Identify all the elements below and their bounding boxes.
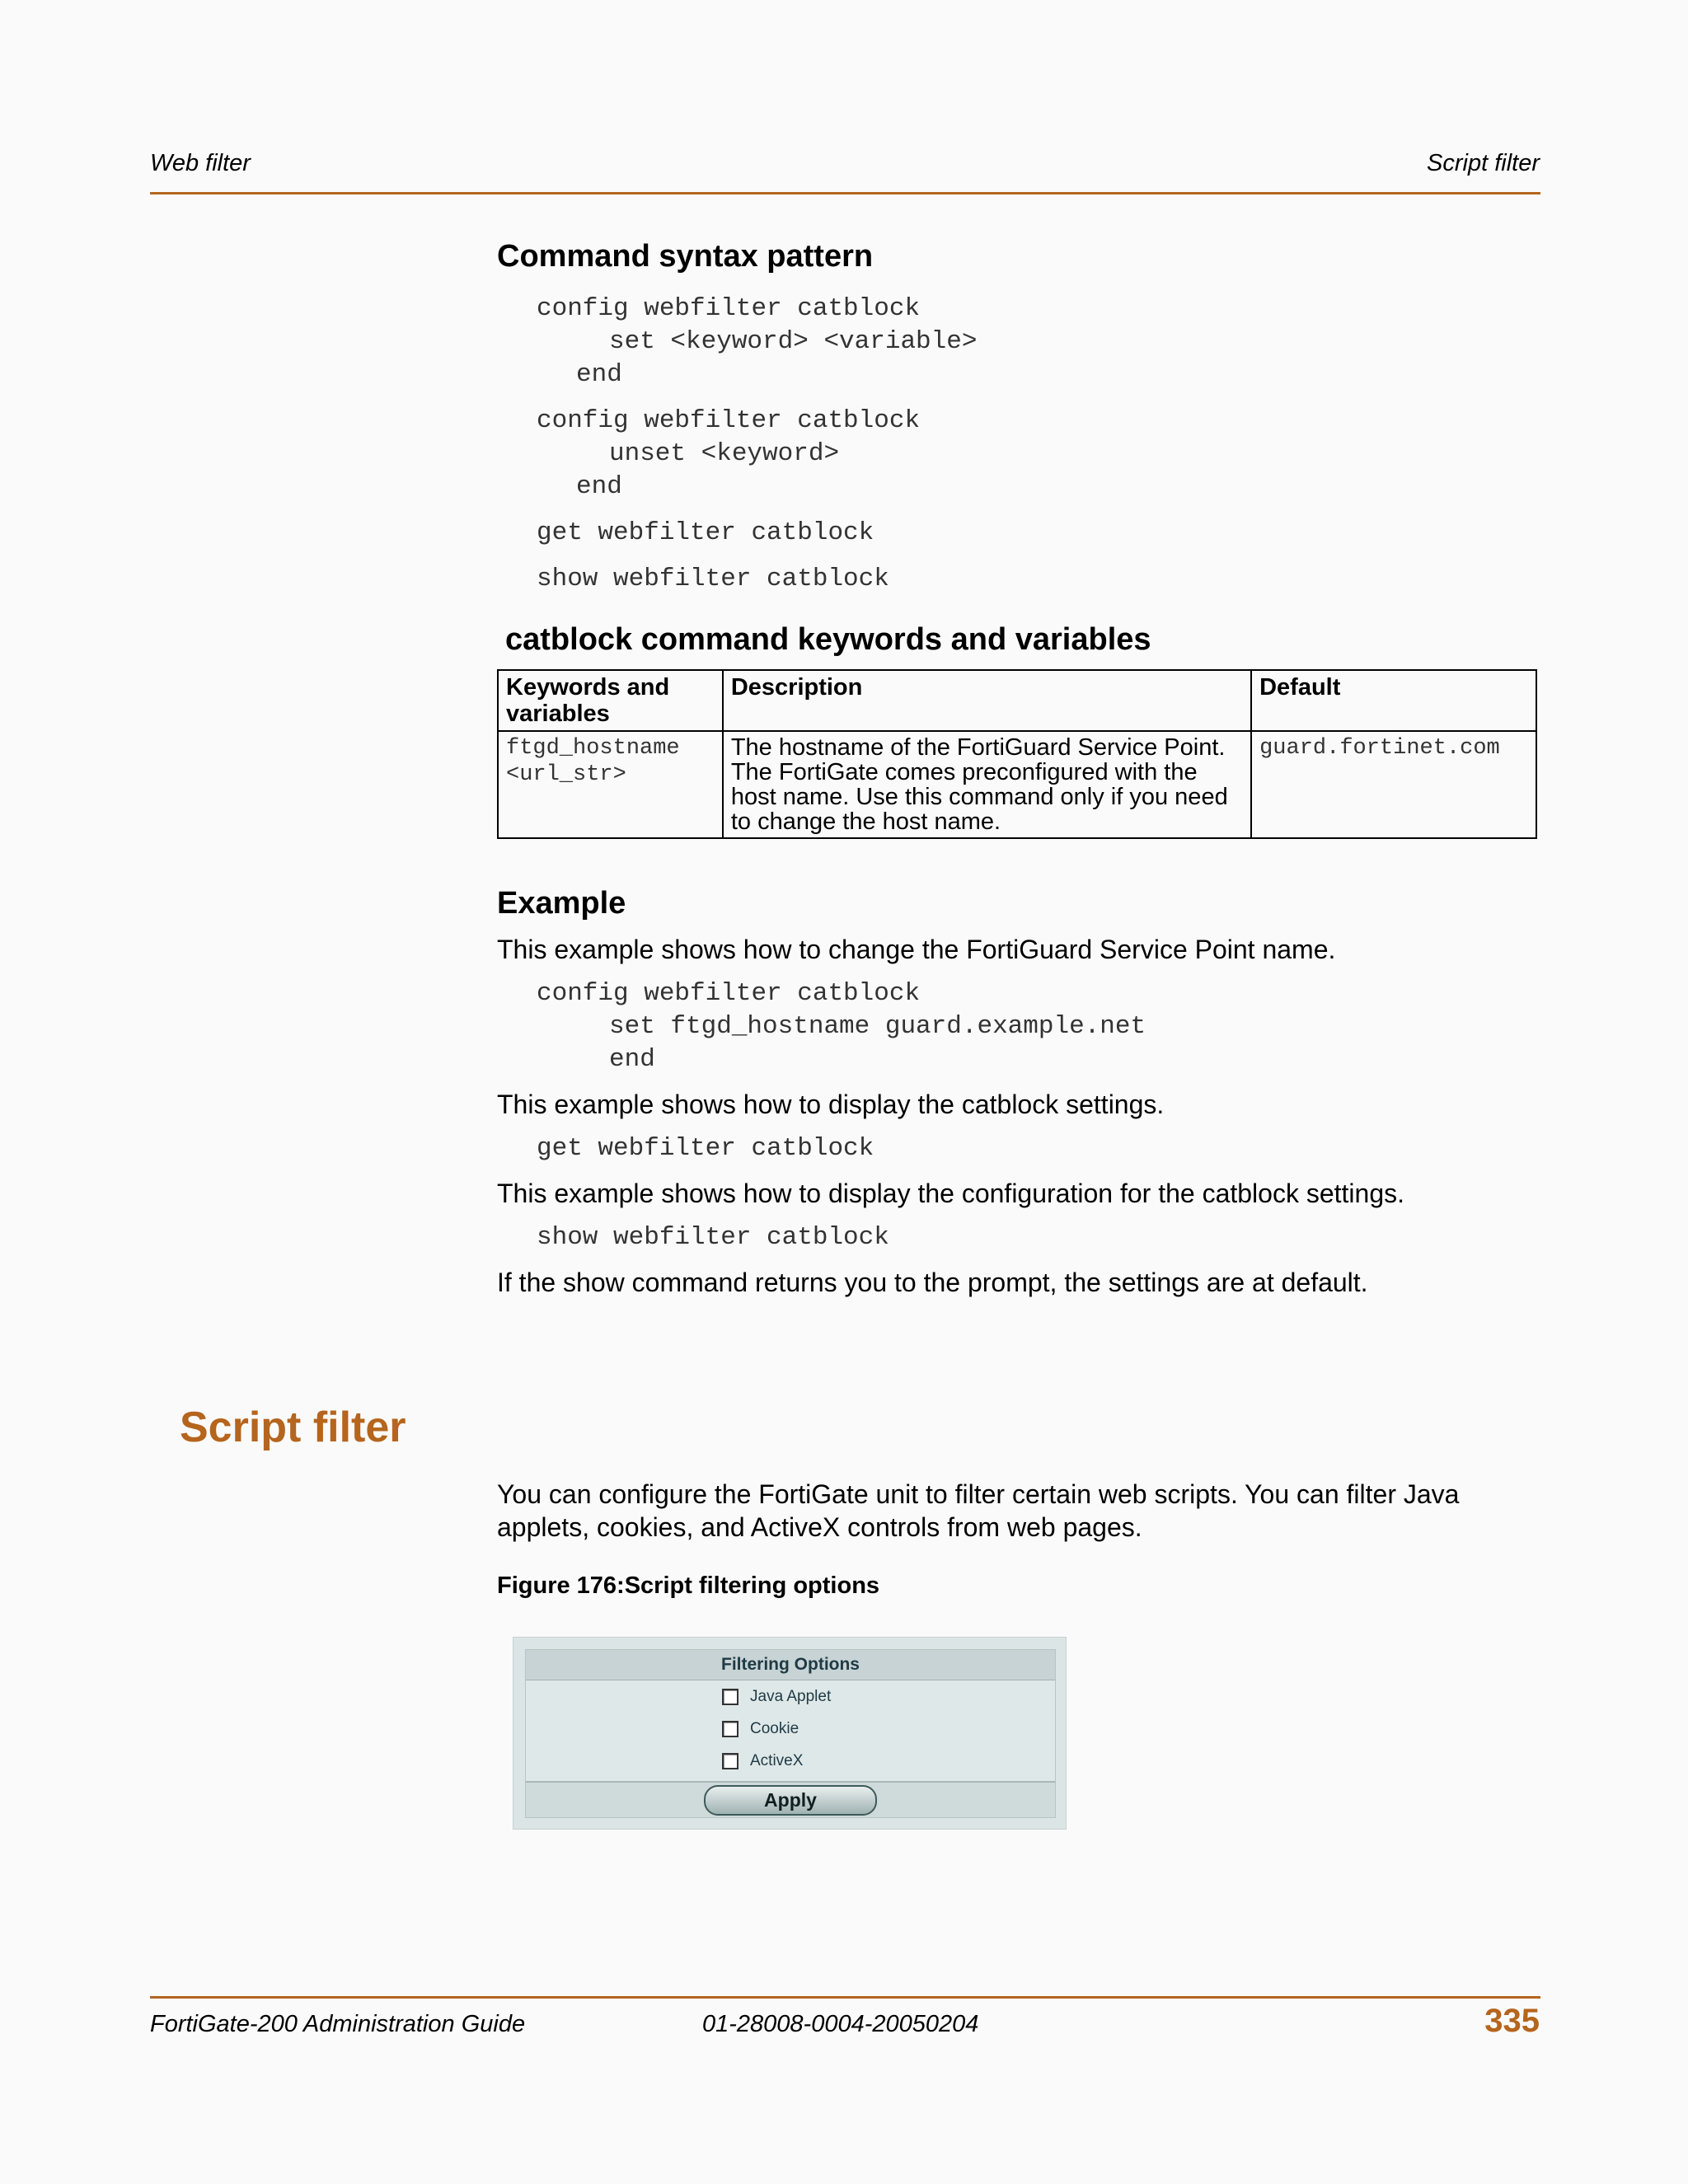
footer-doc-id: 01-28008-0004-20050204 — [702, 2011, 979, 2037]
cookie-checkbox[interactable] — [722, 1721, 738, 1737]
option-cookie[interactable] — [722, 1720, 799, 1738]
activex-checkbox[interactable] — [722, 1753, 738, 1769]
running-header-left: Web filter — [150, 150, 251, 176]
example-paragraph: This example shows how to display the configuration for the catblock settings. — [497, 1179, 1405, 1208]
option-activex[interactable] — [722, 1752, 803, 1770]
apply-button[interactable]: Apply — [704, 1785, 877, 1816]
description-cell: The hostname of the FortiGuard Service Point. The FortiGate comes preconfigured with the host name. Use this command only if you need to change the host name. — [723, 731, 1251, 838]
code-line: set ftgd_hostname guard.example.net — [609, 1012, 1146, 1041]
footer-guide-title: FortiGate-200 Administration Guide — [150, 2011, 526, 2037]
code-line: end — [609, 1045, 655, 1074]
code-line: get webfilter catblock — [537, 1134, 874, 1163]
syntax-section — [497, 239, 1542, 274]
table-header-row — [498, 670, 1536, 731]
code-line: config webfilter catblock — [537, 406, 921, 435]
keywords-table — [497, 669, 1537, 839]
code-line: show webfilter catblock — [537, 1223, 889, 1252]
default-cell: guard.fortinet.com — [1251, 731, 1536, 838]
panel-title: Filtering Options — [526, 1650, 1055, 1680]
syntax-heading: Command syntax pattern — [497, 239, 874, 274]
code-line: config webfilter catblock — [537, 979, 921, 1008]
footer-rule — [150, 1996, 1540, 1999]
option-label: Java Applet — [750, 1688, 832, 1705]
table-heading: catblock command keywords and variables — [505, 622, 1151, 657]
section-title: Script filter — [180, 1404, 406, 1451]
code-line: get webfilter catblock — [537, 518, 874, 547]
example-paragraph: This example shows how to change the FortiGuard Service Point name. — [497, 935, 1336, 964]
column-header: Default — [1251, 670, 1536, 731]
running-header-right: Script filter — [1427, 150, 1540, 176]
code-line: set <keyword> <variable> — [609, 327, 978, 356]
example-section — [497, 886, 1542, 1299]
page-number: 335 — [1484, 2003, 1540, 2039]
code-line: end — [576, 360, 622, 389]
figure-caption: Figure 176:Script filtering options — [497, 1572, 880, 1599]
code-line: config webfilter catblock — [537, 294, 921, 323]
example-paragraph: This example shows how to display the catblock settings. — [497, 1090, 1165, 1119]
column-header: Description — [723, 670, 1251, 731]
option-label: Cookie — [750, 1720, 799, 1737]
example-heading: Example — [497, 886, 626, 921]
code-line: show webfilter catblock — [537, 565, 889, 593]
header-rule — [150, 192, 1540, 194]
column-header: Keywords and variables — [498, 670, 723, 731]
java-applet-checkbox[interactable] — [722, 1689, 738, 1705]
code-line: unset <keyword> — [609, 439, 840, 468]
syntax-code-block — [497, 293, 1542, 596]
intro-paragraph: You can configure the FortiGate unit to filter certain web scripts. You can filter Java applets, cookies, and ActiveX controls from web pages. — [497, 1479, 1460, 1542]
filtering-options-panel — [513, 1637, 1067, 1830]
table-row — [498, 731, 1536, 838]
option-label: ActiveX — [750, 1752, 804, 1769]
code-line: end — [576, 472, 622, 501]
option-java-applet[interactable] — [722, 1688, 831, 1706]
keyword-cell: ftgd_hostname <url_str> — [498, 731, 723, 838]
example-paragraph: If the show command returns you to the prompt, the settings are at default. — [497, 1268, 1368, 1297]
